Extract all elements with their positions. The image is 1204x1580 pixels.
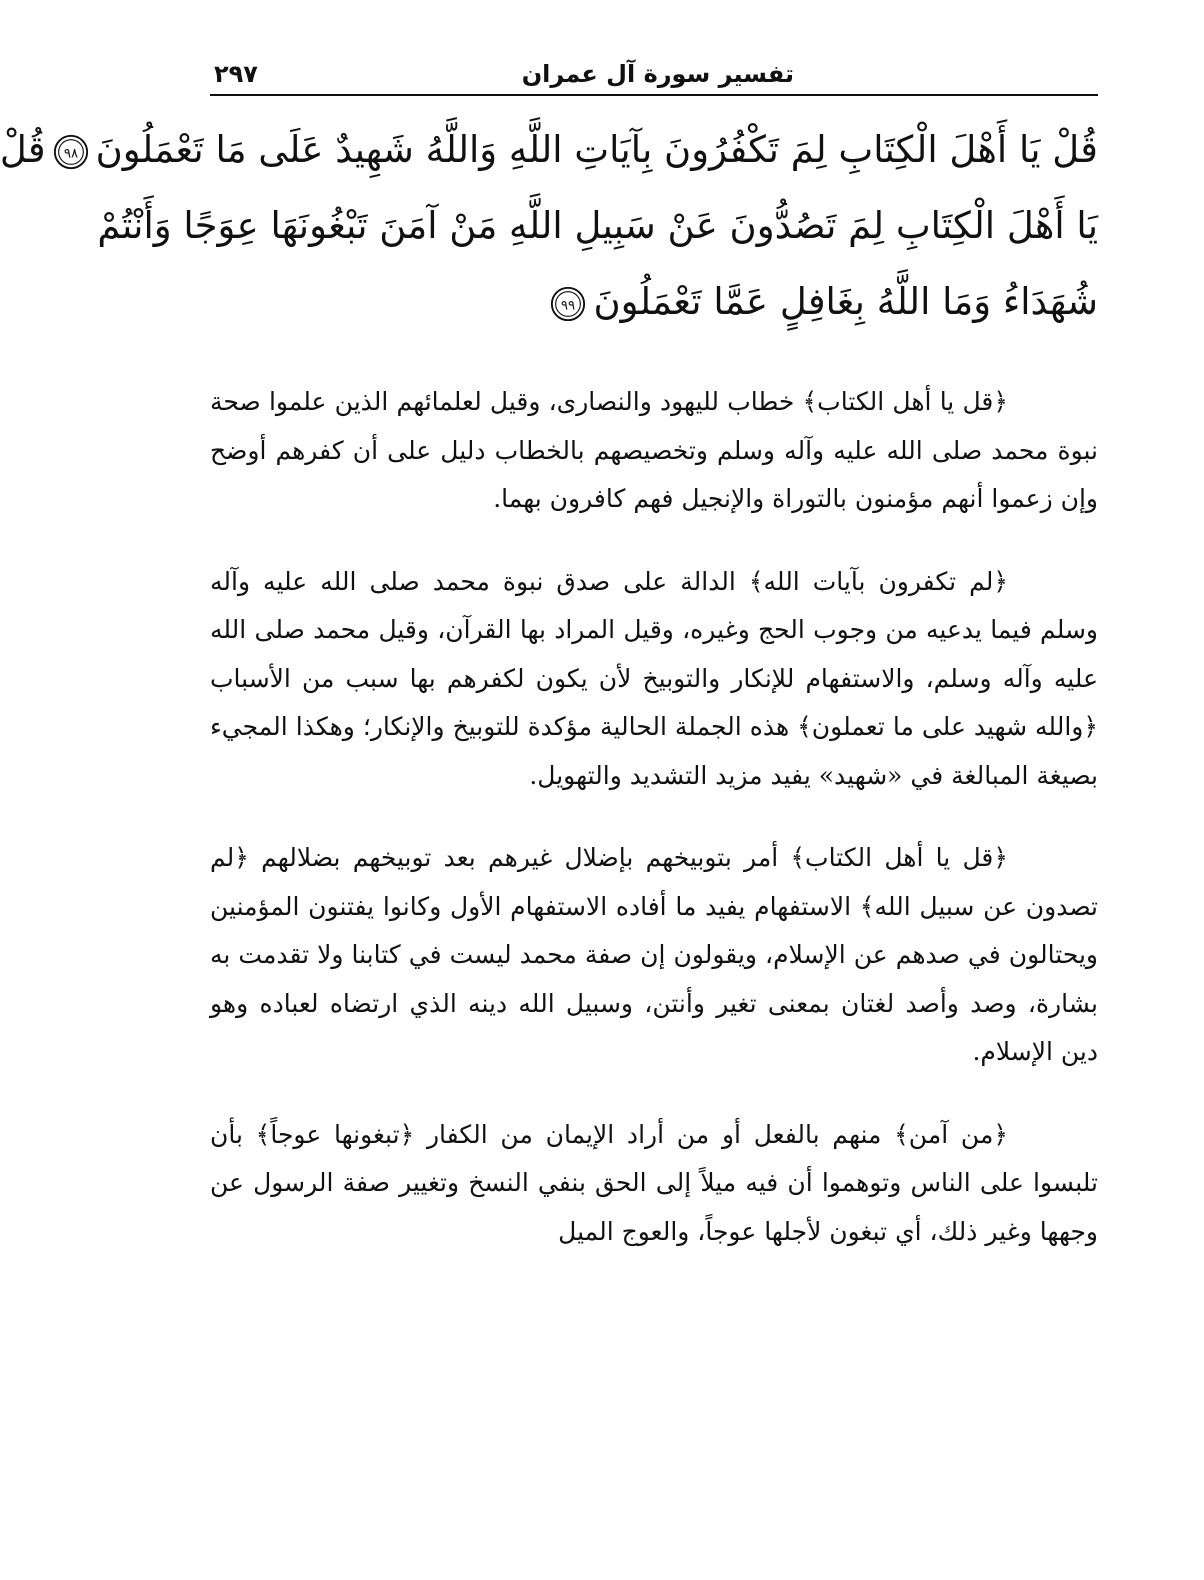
verse-number-99: ٩٩ — [561, 298, 576, 314]
verse-line-2: يَا أَهْلَ الْكِتَابِ لِمَ تَصُدُّونَ عَنْ سَبِيلِ اللَّهِ مَنْ آمَنَ تَبْغُونَهَا عِوَجًا وَأَنْتُمْ — [97, 204, 1098, 247]
commentary-paragraph-4: ﴿من آمن﴾ منهم بالفعل أو من أراد الإيمان من الكفار ﴿تبغونها عوجاً﴾ بأن تلبسوا على الناس وتوهموا أن فيه ميلاً إلى الحق بنفي النسخ وتغيير صفة الرسول عن وجهها وغير ذلك، أي تبغون لأجلها عوجاً، والعوج الميل — [210, 1119, 1098, 1246]
commentary-paragraph-2: ﴿لم تكفرون بآيات الله﴾ الدالة على صدق نبوة محمد صلى الله عليه وآله وسلم فيما يدعيه من وجوب الحج وغيره، وقيل المراد بها القرآن، وقيل محمد صلى الله عليه وآله وسلم، والاستفهام للإنكار والتوبيخ لأن يكون لكفرهم بها سبب من الأسباب ﴿والله شهيد على ما تعملون﴾ هذه الجملة الحالية مؤكدة للتوبيخ والإنكار؛ وهكذا المجيء بصيغة المبالغة في «شهيد» يفيد مزيد التشديد والتهويل. — [210, 566, 1098, 790]
verse-99-start: قُلْ — [0, 128, 46, 171]
verse-number-98: ٩٨ — [63, 146, 78, 162]
verse-line-1 — [0, 112, 1098, 188]
page-title: تفسير سورة آل عمران — [521, 60, 794, 88]
commentary-paragraph-1: ﴿قل يا أهل الكتاب﴾ خطاب لليهود والنصارى، وقيل لعلمائهم الذين علموا صحة نبوة محمد صلى الله عليه وآله وسلم وتخصيصهم بالخطاب دليل على أن كفرهم أوضح وإن زعموا أنهم مؤمنون بالتوراة والإنجيل فهم كافرون بهما. — [210, 387, 1098, 513]
page — [0, 52, 1098, 1256]
verse-end-marker-98-icon — [52, 133, 90, 171]
verse-end-marker-99-icon — [549, 285, 587, 323]
verse-99-end: شُهَدَاءُ وَمَا اللَّهُ بِغَافِلٍ عَمَّا تَعْمَلُونَ — [593, 280, 1098, 323]
page-number: ٢٩٧ — [214, 60, 258, 88]
verse-line-3 — [210, 264, 1098, 340]
verse-98-text: قُلْ يَا أَهْلَ الْكِتَابِ لِمَ تَكْفُرُونَ بِآيَاتِ اللَّهِ وَاللَّهُ شَهِيدٌ عَلَى مَا تَعْمَلُونَ — [95, 128, 1098, 171]
commentary-paragraph-3: ﴿قل يا أهل الكتاب﴾ أمر بتوبيخهم بإضلال غيرهم بعد توبيخهم بضلالهم ﴿لم تصدون عن سبيل الله﴾ الاستفهام يفيد ما أفاده الاستفهام الأول وكانوا يفتنون المؤمنين ويحتالون في صدهم عن الإسلام، ويقولون إن صفة محمد ليست في كتابنا ولا تقدمت به بشارة، وصد وأصد لغتان بمعنى تغير وأنتن، وسبيل الله دينه الذي ارتضاه لعباده وهو دين الإسلام. — [210, 843, 1098, 1066]
page-header — [210, 52, 1098, 96]
quran-verses — [0, 112, 1098, 340]
